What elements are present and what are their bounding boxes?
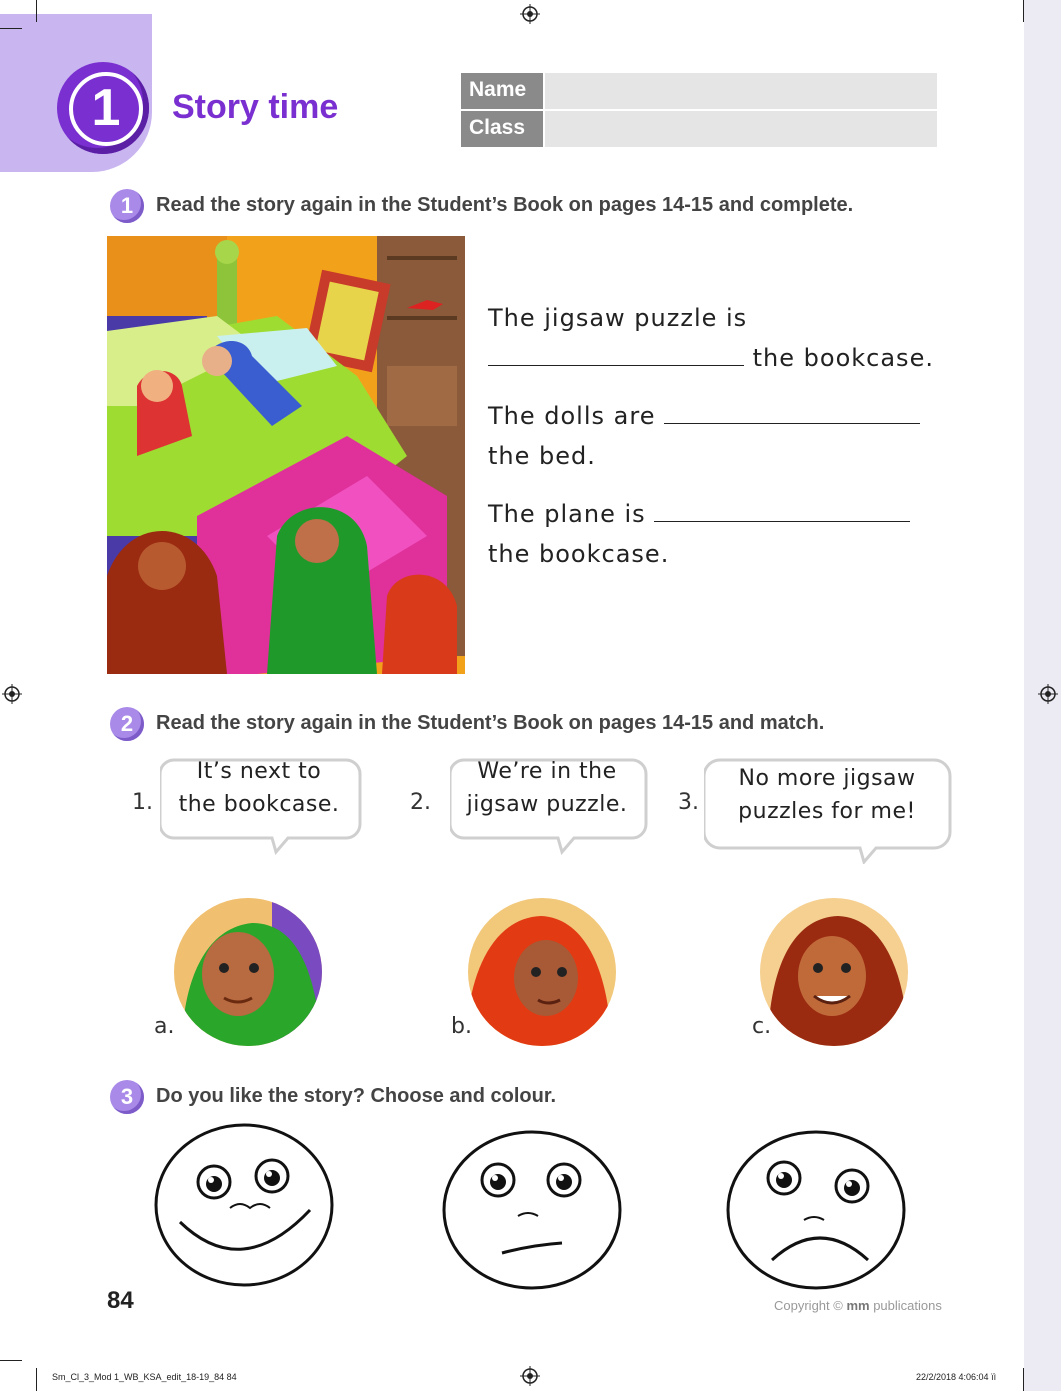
exercise-1-sentence [488, 298, 934, 378]
picture-b-label: b. [451, 1014, 472, 1039]
unit-number: 1 [69, 72, 143, 146]
exercise-3-instruction: Do you like the story? Choose and colour. [156, 1085, 557, 1107]
class-label: Class [461, 111, 543, 147]
exercise-2-instruction: Read the story again in the Student’s Book on pages 14-15 and match. [156, 712, 825, 734]
sentence-3-after: the bookcase. [488, 540, 670, 568]
exercise-1-number: 1 [110, 189, 144, 223]
page-number: 84 [107, 1287, 134, 1314]
bubble-2-line2: jigsaw puzzle. [466, 792, 628, 817]
sentence-1-after: the bookcase. [752, 344, 934, 372]
copyright-notice [774, 1298, 942, 1313]
crop-mark [1023, 1368, 1024, 1391]
bubble-1-line1: It’s next to [196, 759, 322, 784]
registration-mark-icon [520, 4, 540, 24]
happy-face-icon[interactable] [152, 1120, 336, 1290]
exercise-3-number: 3 [110, 1080, 144, 1114]
class-field[interactable] [545, 111, 937, 147]
picture-c-label: c. [752, 1014, 772, 1039]
neutral-face-icon[interactable] [440, 1128, 624, 1293]
bubble-3-number: 3. [678, 790, 699, 815]
bubble-1-number: 1. [132, 790, 153, 815]
bubble-3-line1: No more jigsaw [738, 766, 916, 791]
sentence-2-blank[interactable] [664, 401, 920, 424]
sentence-1-blank[interactable] [488, 343, 744, 366]
picture-b-red-hijab-girl[interactable] [466, 896, 618, 1048]
picture-c-brown-hijab-girl[interactable] [758, 896, 910, 1048]
bubble-3-text [714, 762, 940, 828]
page-title: Story time [172, 88, 339, 126]
exercise-2-number: 2 [110, 707, 144, 741]
bubble-2-number: 2. [410, 790, 431, 815]
picture-a-label: a. [154, 1014, 175, 1039]
copyright-suffix: publications [873, 1298, 942, 1313]
crop-mark [36, 0, 37, 22]
sentence-2-before: The dolls are [488, 402, 656, 430]
sentence-3-blank[interactable] [654, 499, 910, 522]
bubble-1-text [166, 755, 352, 821]
bubble-1-line2: the bookcase. [178, 792, 340, 817]
crop-mark [36, 1368, 37, 1391]
exercise-1-sentence [488, 494, 910, 574]
name-field[interactable] [545, 73, 937, 109]
bubble-3-line2: puzzles for me! [738, 799, 916, 824]
sentence-3-before: The plane is [488, 500, 646, 528]
print-date-label: 22/2/2018 4:06:04 ïì [916, 1372, 997, 1382]
picture-a-green-hijab-girl[interactable] [172, 896, 324, 1048]
registration-mark-icon [2, 684, 22, 704]
exercise-1-instruction: Read the story again in the Student’s Book on pages 14-15 and complete. [156, 194, 854, 216]
registration-mark-icon [520, 1366, 540, 1386]
bedroom-story-illustration [107, 236, 465, 674]
name-label: Name [461, 73, 543, 109]
copyright-prefix: Copyright © [774, 1298, 843, 1313]
registration-mark-icon [1038, 684, 1058, 704]
copyright-brand: mm [846, 1298, 870, 1313]
sentence-1-before: The jigsaw puzzle is [488, 304, 748, 332]
print-file-label: Sm_Cl_3_Mod 1_WB_KSA_edit_18-19_84 84 [52, 1372, 237, 1382]
bubble-2-line1: We’re in the [477, 759, 617, 784]
bubble-2-text [456, 755, 638, 821]
exercise-1-sentence [488, 396, 920, 476]
unit-number-badge [57, 62, 149, 154]
sad-face-icon[interactable] [724, 1128, 908, 1293]
crop-mark [0, 28, 22, 29]
crop-mark [0, 1360, 22, 1361]
sentence-2-after: the bed. [488, 442, 596, 470]
crop-mark [1023, 0, 1024, 22]
